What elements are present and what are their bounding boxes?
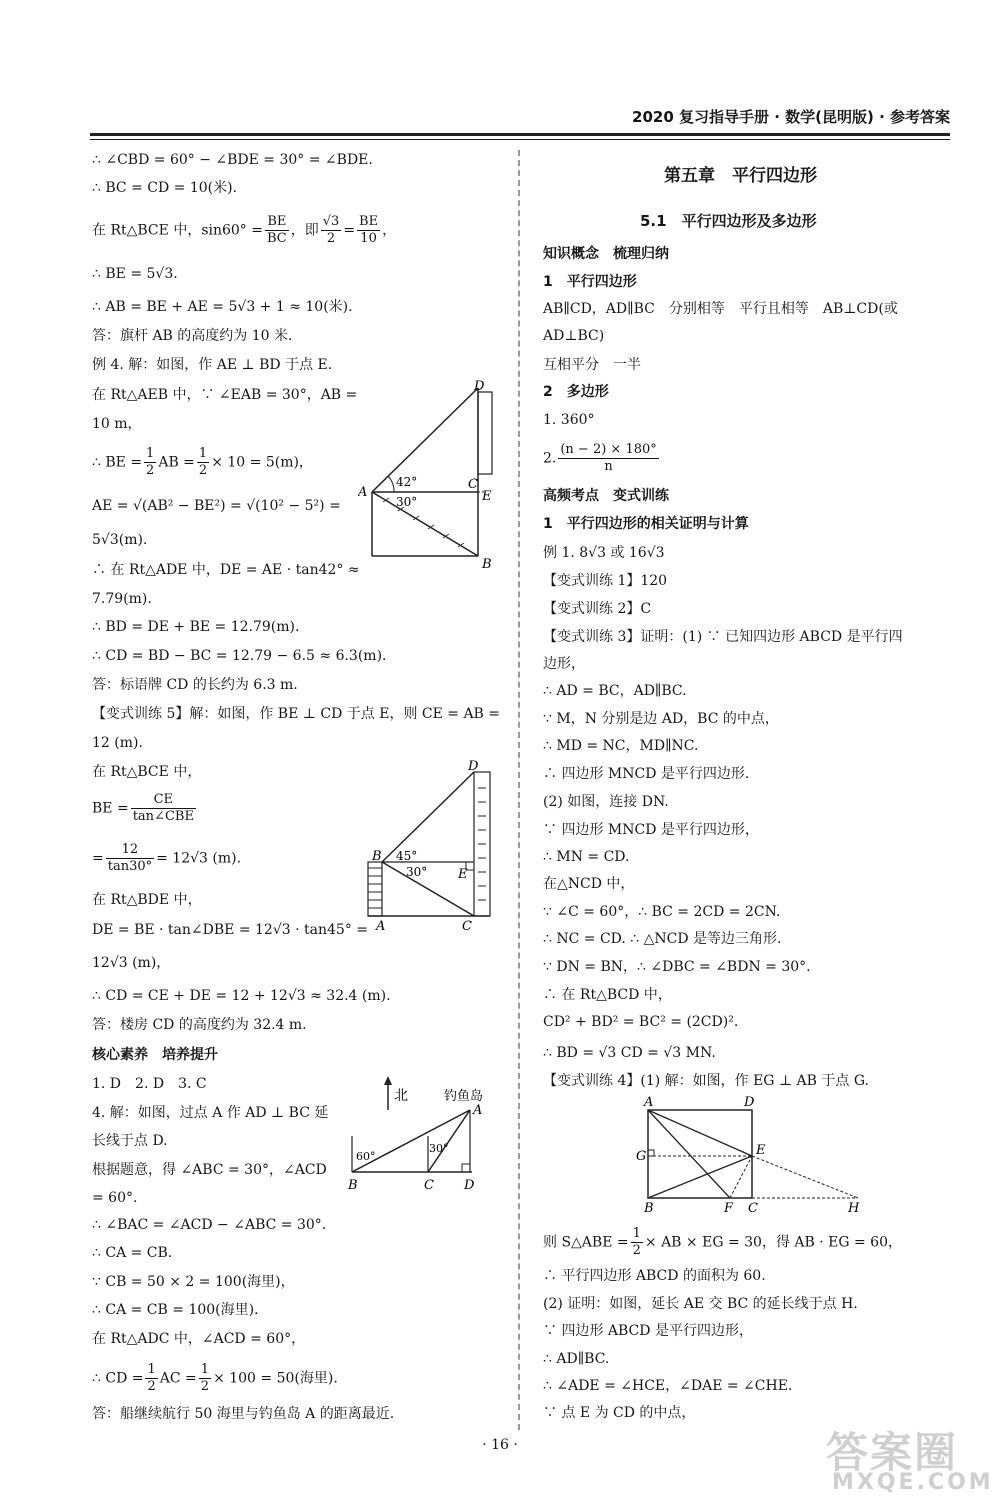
text-line: AE = √(AB² − BE²) = √(10² − 5²) = [92, 498, 341, 514]
section-title: 5.1 平行四边形及多边形 [640, 212, 817, 230]
text-line: 【变式训练 2】C [543, 601, 652, 617]
text-line: 例 4. 解：如图，作 AE ⊥ BD 于点 E. [92, 357, 333, 373]
text-line: ∴ CD = BD − BC = 12.79 − 6.5 ≈ 6.3(m). [92, 648, 387, 664]
subheading: 知识概念 梳理归纳 [543, 246, 669, 262]
text-line: ∴ 平行四边形 ABCD 的面积为 60. [543, 1268, 766, 1284]
text-line: 答：船继续航行 50 海里与钓鱼岛 A 的距离最近. [92, 1406, 395, 1422]
fig3-label-A: A [473, 1103, 483, 1118]
text-line: 在 Rt△AEB 中，∵ ∠EAB = 30°，AB = [92, 387, 358, 403]
text-line: ∴ AD = BC，AD∥BC. [543, 683, 687, 699]
header-rule-thin [90, 139, 950, 140]
text-line: ∴ ∠BAC = ∠ACD − ∠ABC = 30°. [92, 1217, 327, 1233]
text-line: ∴ MD = NC，MD∥NC. [543, 738, 699, 754]
text-line: AB∥CD，AD∥BC 分别相等 平行且相等 AB⊥CD(或 [543, 301, 898, 317]
text-line: 在 Rt△BDE 中， [92, 892, 202, 908]
fig3-island-label: 钓鱼岛 [444, 1089, 484, 1104]
text-line: (2) 证明：如图，延长 AE 交 BC 的延长线于点 H. [543, 1296, 858, 1312]
fig2-angle-30: 30° [406, 865, 428, 879]
fig4-label-B: B [644, 1201, 654, 1214]
text-line: ∴ AB = BE + AE = 5√3 + 1 ≈ 10(米). [92, 299, 353, 315]
text-line: 根据题意，得 ∠ABC = 30°，∠ACD [92, 1162, 327, 1178]
text-line: 1. 360° [543, 412, 595, 428]
fig3-north-label: 北 [394, 1088, 408, 1104]
text-line: (2) 如图，连接 DN. [543, 794, 669, 810]
text-line: 答：标语牌 CD 的长约为 6.3 m. [92, 677, 298, 693]
text-line: 边形， [543, 656, 585, 672]
fig2-label-C: C [462, 919, 472, 932]
text-line: 在 Rt△BCE 中， [92, 764, 202, 780]
text-line: ∵ M，N 分别是边 AD，BC 的中点， [543, 711, 779, 727]
subheading: 1 平行四边形 [543, 274, 637, 290]
fig3-angle-60: 60° [356, 1150, 376, 1163]
figure-2 [366, 758, 506, 932]
text-line: 答：旗杆 AB 的高度约为 10 米. [92, 328, 293, 344]
figure-1 [358, 378, 508, 572]
text-line: 在 Rt△ADC 中，∠ACD = 60°， [92, 1331, 306, 1347]
text-line: 12 (m). [92, 735, 143, 751]
fig1-label-D: D [474, 379, 485, 394]
watermark-logo: 答案圈 [826, 1428, 959, 1477]
text-line: ∴ 四边形 MNCD 是平行四边形. [543, 766, 750, 782]
text-line: 1. D 2. D 3. C [92, 1076, 207, 1092]
fig3-right-angle [462, 1164, 470, 1172]
column-divider [518, 150, 520, 1430]
fig2-label-D: D [468, 759, 479, 774]
text-line: = 60°. [92, 1190, 138, 1206]
text-line: ∴ BC = CD = 10(米). [92, 180, 238, 196]
text-line: ∴ BE = $\frac{1}{2}$ AB = $\frac{1}{2}$ × 10 = 5(m)， [92, 446, 313, 478]
text-line: 10 m， [92, 416, 142, 432]
fig1-label-E: E [482, 489, 492, 504]
fig2-label-B: B [372, 849, 382, 864]
fig4-label-A: A [644, 1095, 654, 1110]
fig1-sign-board [478, 392, 492, 474]
fig4-label-E: E [756, 1143, 766, 1158]
text-line: ∴ BD = √3 CD = √3 MN. [543, 1045, 716, 1061]
text-line: 【变式训练 1】120 [543, 573, 668, 589]
text-line: ∴ ∠ADE = ∠HCE，∠DAE = ∠CHE. [543, 1378, 793, 1394]
fig4-dashed-line [752, 1156, 858, 1198]
text-line: = $\frac{12}{\tan 30^\circ}$ = 12√3 (m). [92, 842, 242, 874]
fig1-label-B: B [482, 557, 492, 572]
text-line: 5√3(m). [92, 532, 148, 548]
header-rule-thick [90, 133, 950, 136]
text-line: 在 Rt△BCE 中，sin60° = $\frac{BE}{BC}$ ，即 $\frac{√3}{2}$ = $\frac{BE}{10}$ ， [92, 214, 397, 246]
text-line: ∴ CA = CB = 100(海里). [92, 1302, 259, 1318]
fig4-rectangle [648, 1110, 752, 1198]
text-line: ∵ ∠C = 60°，∴ BC = 2CD = 2CN. [543, 904, 781, 920]
fig3-line [428, 1110, 470, 1172]
figure-4 [636, 1092, 866, 1214]
fig2-angle-45: 45° [396, 849, 418, 863]
text-line: 2. $\frac{(n - 2) \times 180^\circ}{n}$ [543, 442, 657, 474]
fig4-label-C: C [748, 1201, 758, 1214]
fig4-line [648, 1156, 752, 1198]
fig4-label-F: F [724, 1201, 734, 1214]
text-line: 【变式训练 3】证明：(1) ∵ 已知四边形 ABCD 是平行四 [543, 629, 903, 645]
text-line: 答：楼房 CD 的高度约为 32.4 m. [92, 1017, 307, 1033]
fig4-line [648, 1110, 730, 1198]
text-line: ∴ BD = DE + BE = 12.79(m). [92, 619, 300, 635]
text-line: 长线于点 D. [92, 1133, 168, 1149]
text-line: ∴ CA = CB. [92, 1245, 173, 1261]
fig4-label-G: G [636, 1149, 647, 1164]
text-line: ∴ MN = CD. [543, 849, 630, 865]
fig1-angle-30: 30° [396, 495, 418, 509]
text-line: ∴ AD∥BC. [543, 1351, 610, 1367]
fig2-label-A: A [376, 919, 386, 932]
fig3-angle-30: 30° [429, 1142, 449, 1155]
fig4-line [648, 1110, 752, 1156]
watermark-url: MXQE.COM [832, 1470, 994, 1495]
fig4-label-D: D [744, 1095, 755, 1110]
fig1-angle-arc [388, 476, 394, 492]
text-line: ∴ 在 Rt△ADE 中，DE = AE · tan42° ≈ [92, 562, 360, 578]
subheading: 2 多边形 [543, 384, 609, 400]
text-line: 【变式训练 4】(1) 解：如图，作 EG ⊥ AB 于点 G. [543, 1073, 869, 1089]
text-line: ∴ BE = 5√3. [92, 266, 178, 282]
fig3-label-C: C [424, 1178, 434, 1193]
text-line: 则 S△ABE = $\frac{1}{2}$ × AB × EG = 30，得 AB · EG = 60， [543, 1226, 902, 1258]
text-line: ∴ NC = CD. ∴ △NCD 是等边三角形. [543, 931, 782, 947]
text-line: 12√3 (m)， [92, 955, 171, 971]
text-line: ∴ 在 Rt△BCD 中， [543, 987, 672, 1003]
text-line: 7.79(m). [92, 591, 152, 607]
text-line: AD⊥BC) [543, 328, 605, 344]
page-header: 2020 复习指导手册 · 数学(昆明版) · 参考答案 [632, 108, 950, 126]
fig2-label-E: E [458, 867, 468, 882]
text-line: 在△NCD 中， [543, 876, 635, 892]
text-line: CD² + BD² = BC² = (2CD)². [543, 1014, 739, 1030]
fig3-label-B: B [348, 1178, 358, 1193]
fig1-label-C: C [468, 477, 478, 492]
text-line: 互相平分 一半 [543, 357, 641, 373]
text-line: ∴ CD = CE + DE = 12 + 12√3 ≈ 32.4 (m). [92, 988, 391, 1004]
text-line: 4. 解：如图，过点 A 作 AD ⊥ BC 延 [92, 1105, 329, 1121]
text-line: ∵ CB = 50 × 2 = 100(海里)， [92, 1274, 295, 1290]
fig1-label-A: A [358, 485, 368, 500]
text-line: ∴ CD = $\frac{1}{2}$ AC = $\frac{1}{2}$ × 100 = 50(海里). [92, 1362, 338, 1394]
fig4-dashed-line [730, 1156, 752, 1198]
text-line: 【变式训练 5】解：如图，作 BE ⊥ CD 于点 E，则 CE = AB = [92, 706, 501, 722]
north-arrow-icon [384, 1076, 392, 1085]
figure-3 [340, 1076, 512, 1196]
text-line: ∵ 四边形 ABCD 是平行四边形， [543, 1323, 753, 1339]
chapter-title: 第五章 平行四边形 [664, 166, 817, 186]
fig1-angle-42: 42° [396, 475, 418, 489]
text-line: 例 1. 8√3 或 16√3 [543, 545, 665, 561]
text-line: ∵ 点 E 为 CD 的中点， [543, 1405, 696, 1421]
fig4-label-H: H [848, 1201, 860, 1214]
subheading: 1 平行四边形的相关证明与计算 [543, 516, 749, 532]
subheading: 核心素养 培养提升 [92, 1047, 218, 1063]
text-line: DE = BE · tan∠DBE = 12√3 · tan45° = [92, 922, 368, 938]
text-line: ∵ DN = BN，∴ ∠DBC = ∠BDN = 30°. [543, 959, 811, 975]
text-line: ∴ ∠CBD = 60° − ∠BDE = 30° = ∠BDE. [92, 152, 373, 168]
fig3-label-D: D [464, 1178, 475, 1193]
text-line: ∵ 四边形 MNCD 是平行四边形， [543, 822, 759, 838]
subheading: 高频考点 变式训练 [543, 488, 669, 504]
page-number: · 16 · [482, 1437, 518, 1453]
fig4-right-angle [648, 1150, 654, 1156]
text-line: BE = $\frac{CE}{\text{tan∠CBE}}$ [92, 792, 194, 824]
fig1-line [372, 492, 478, 556]
